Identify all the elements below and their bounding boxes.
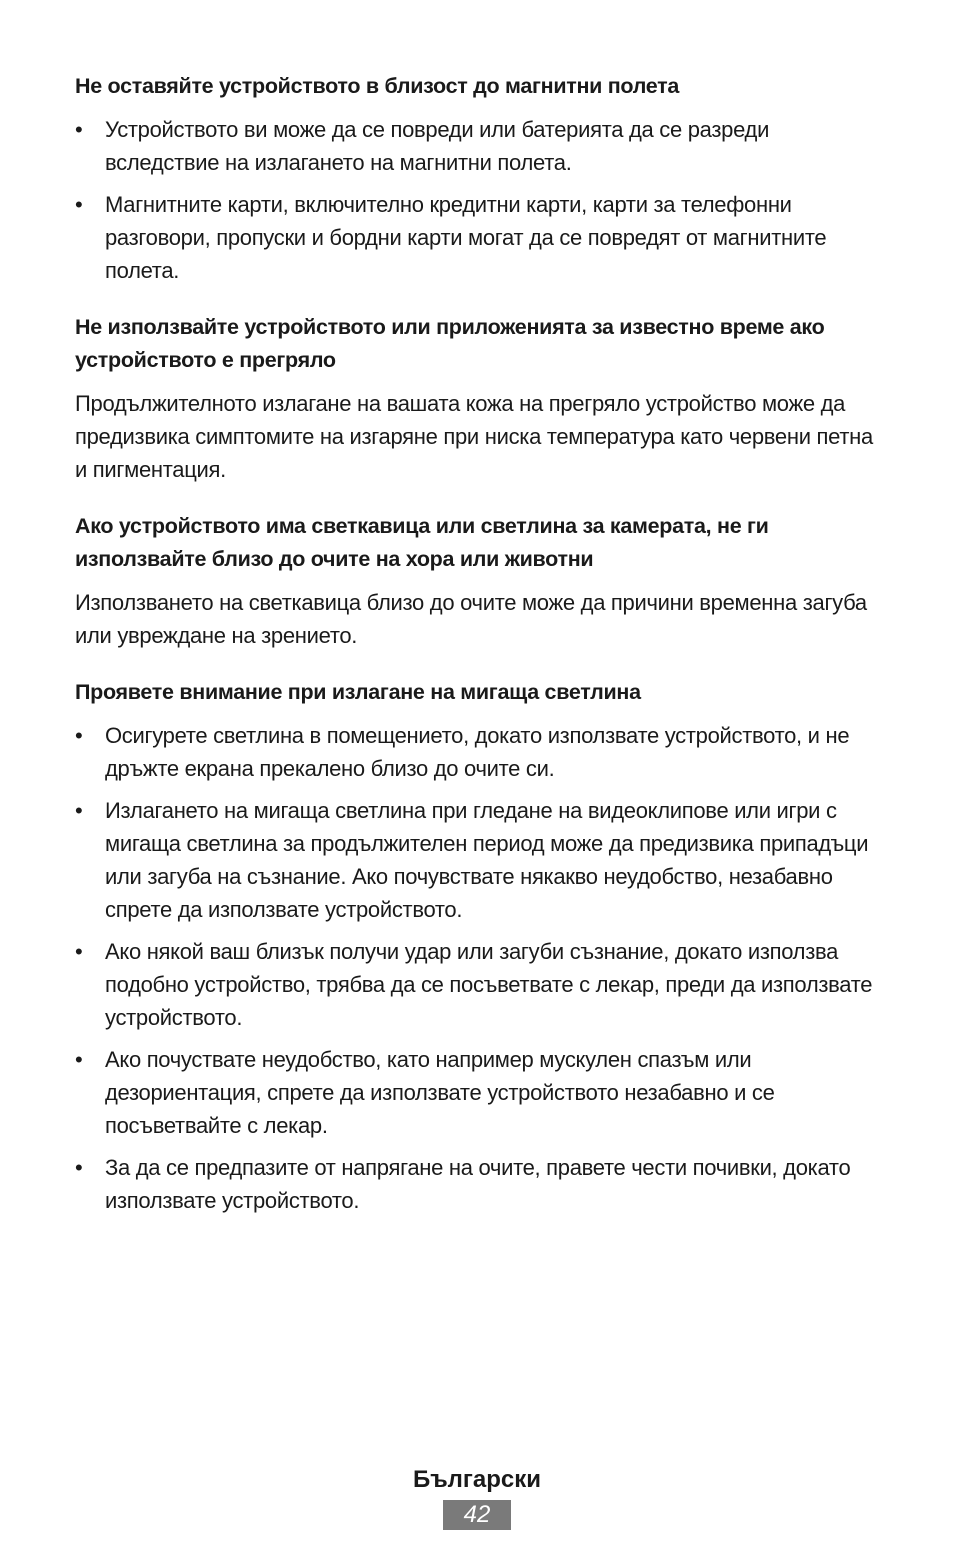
section-heading: Ако устройството има светкавица или светлина за камерата, не ги използвайте близо до очите на хора или животни	[75, 514, 769, 571]
list-item-text: За да се предпазите от напрягане на очите, правете чести почивки, докато използвате устройството.	[105, 1155, 851, 1213]
list-item	[75, 719, 875, 785]
section-paragraph: Използването на светкавица близо до очите може да причини временна загуба или увреждане на зрението.	[75, 590, 867, 648]
section-camera-flash	[75, 510, 875, 652]
list-item	[75, 794, 875, 926]
list-item	[75, 188, 875, 287]
bullet-icon: •	[75, 192, 83, 217]
section-overheating	[75, 311, 875, 486]
bullet-list	[75, 113, 875, 287]
bullet-icon: •	[75, 117, 83, 142]
bullet-icon: •	[75, 1155, 83, 1180]
list-item-text: Излагането на мигаща светлина при гледане на видеоклипове или игри с мигаща светлина за продължителен период може да предизвика припадъци или загуба на съзнание. Ако почувствате някакво неудобство, незабавно спрете да използвате устройството.	[105, 798, 869, 922]
bullet-icon: •	[75, 798, 83, 823]
bullet-icon: •	[75, 939, 83, 964]
list-item	[75, 113, 875, 179]
bullet-list	[75, 719, 875, 1217]
footer-language: Български	[412, 1466, 542, 1493]
list-item-text: Ако някой ваш близък получи удар или загуби съзнание, докато използва подобно устройство, трябва да се посъветвате с лекар, преди да използвате устройството.	[105, 939, 873, 1030]
section-flashing-light	[75, 676, 875, 1217]
list-item-text: Осигурете светлина в помещението, докато използвате устройството, и не дръжте екрана прекалено близо до очите си.	[105, 723, 850, 781]
page-footer	[0, 1463, 954, 1530]
page-number: 42	[443, 1500, 511, 1530]
section-heading: Не оставяйте устройството в близост до магнитни полета	[75, 74, 680, 98]
section-heading: Не използвайте устройството или приложенията за известно време ако устройството е прегряло	[75, 315, 825, 372]
list-item-text: Устройството ви може да се повреди или батерията да се разреди вследствие на излагането на магнитни полета.	[105, 117, 770, 175]
list-item-text: Ако почуствате неудобство, като например мускулен спазъм или дезориентация, спрете да използвате устройството незабавно и се посъветвайте с лекар.	[105, 1047, 775, 1138]
page-content	[75, 70, 875, 1241]
list-item	[75, 1151, 875, 1217]
bullet-icon: •	[75, 1047, 83, 1072]
section-heading: Проявете внимание при излагане на мигаща светлина	[75, 680, 641, 704]
section-paragraph: Продължителното излагане на вашата кожа на прегряло устройство може да предизвика симптомите на изгаряне при ниска температура като червени петна и пигментация.	[75, 391, 873, 482]
bullet-icon: •	[75, 723, 83, 748]
section-magnetic-fields	[75, 70, 875, 287]
list-item	[75, 1043, 875, 1142]
list-item	[75, 935, 875, 1034]
list-item-text: Магнитните карти, включително кредитни карти, карти за телефонни разговори, пропуски и бордни карти могат да се повредят от магнитните полета.	[105, 192, 827, 283]
